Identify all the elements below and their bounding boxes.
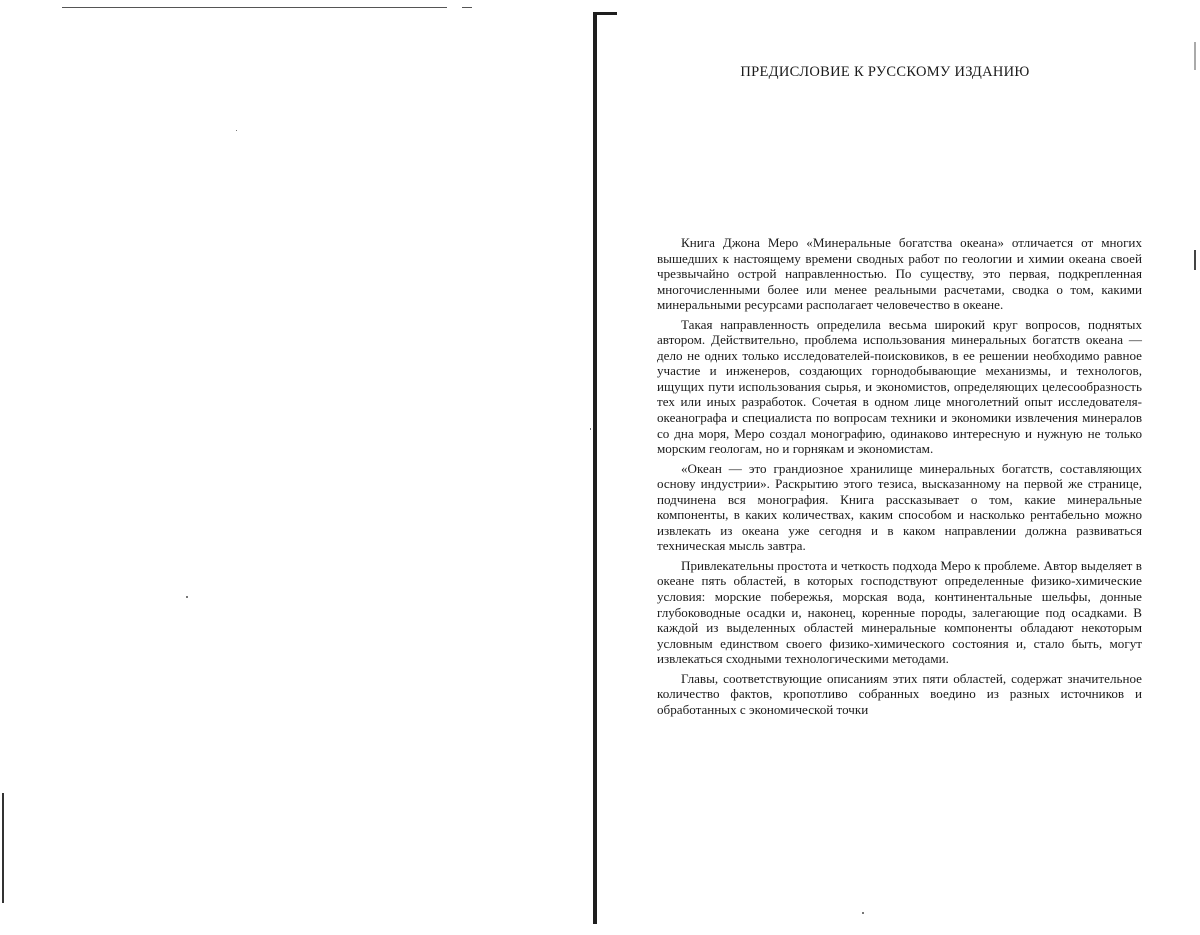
scan-line-artifact <box>62 7 447 8</box>
paragraph: Главы, соответствующие описаниям этих пяти областей, содержат значительное количество фактов, кропотливо собранных воедино из разных источников и обработанных с экономической точки <box>657 670 1142 717</box>
right-edge-mark-top <box>1194 42 1196 70</box>
paragraph: Книга Джона Меро «Минеральные богатства океана» отличается от многих вышедших к настоящему времени сводных работ по геологии и химии океана своей чрезвычайно острой направленностью. По существу, это первая, подкрепленная многочисленными более или менее реальными расчетами, сводка о том, какими минеральными ресурсами располагает человечество в океане. <box>657 235 1142 313</box>
paragraph: Привлекательны простота и четкость подхода Меро к проблеме. Автор выделяет в океане пять областей, в которых господствуют определенные физико-химические условия: морские побережья, морская вода, континентальные шельфы, донные глубоководные осадки и, наконец, коренные породы, залегающие под осадками. В каждой из выделенных областей минеральные компоненты обладают некоторым условным единством своего физико-химического состояния и, стало быть, могут извлекаться сходными технологическими методами. <box>657 557 1142 667</box>
left-edge-mark <box>2 793 4 903</box>
right-edge-mark <box>1194 250 1196 270</box>
paragraph: Такая направленность определила весьма широкий круг вопросов, поднятых автором. Действительно, проблема использования минеральных богатств океана — дело не одних только исследователей-поисковиков, в ее решении необходимо равное участие и инженеров, создающих горнодобывающие механизмы, и технологов, ищущих пути использования сырья, и экономистов, определяющих целесообразность тех или иных разработок. Сочетая в одном лице многолетний опыт исследователя-океанографа и специалиста по вопросам техники и экономики извлечения минералов со дна моря, Меро создал монографию, одинаково интересную и нужную не только морским геологам, но и горнякам и экономистам. <box>657 316 1142 457</box>
book-spine <box>593 12 597 924</box>
scan-speck <box>236 130 237 131</box>
scan-speck <box>186 596 188 598</box>
scan-line-artifact-short <box>462 7 472 8</box>
page-title: ПРЕДИСЛОВИЕ К РУССКОМУ ИЗДАНИЮ <box>740 64 1030 80</box>
paragraph: «Океан — это грандиозное хранилище минеральных богатств, составляющих основу индустрии». Раскрытию этого тезиса, высказанному на первой же странице, подчинена вся монография. Книга рассказывает о том, какие минеральные компоненты, в каких количествах, каким способом и насколько рентабельно можно извлекать из океана уже сегодня и в каком направлении должна развиваться техническая мысль завтра. <box>657 460 1142 554</box>
scan-speck <box>862 912 864 914</box>
scan-speck <box>590 428 591 430</box>
body-text <box>657 235 1142 717</box>
left-page-blank <box>0 0 595 935</box>
